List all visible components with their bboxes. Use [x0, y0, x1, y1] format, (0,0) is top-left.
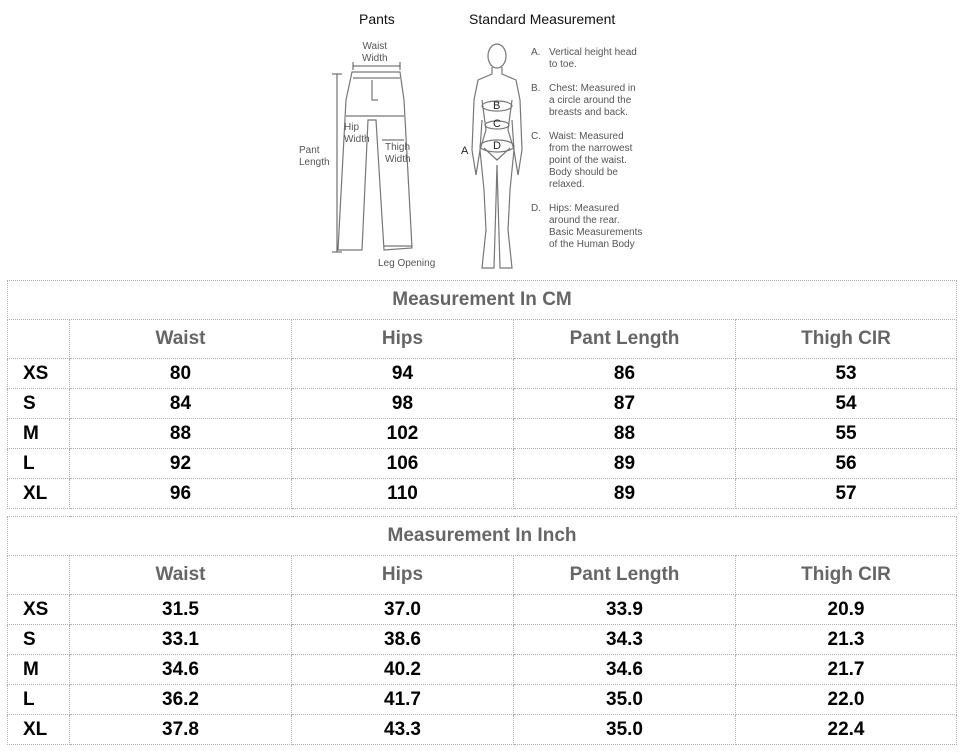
pants-title: Pants	[359, 11, 395, 27]
hips-cell: 38.6	[292, 625, 514, 655]
waist-cell: 31.5	[70, 595, 292, 625]
size-cell: S	[8, 625, 70, 655]
pant-length-label: Pant Length	[299, 145, 330, 168]
hips-cell: 40.2	[292, 655, 514, 685]
table-title: Measurement In CM	[8, 281, 957, 320]
waist-cell: 37.8	[70, 715, 292, 745]
size-cell: S	[8, 389, 70, 419]
pant-length-cell: 89	[514, 479, 736, 509]
note-a-key: A.	[531, 47, 541, 58]
table-row	[8, 359, 957, 389]
thigh-cir-cell: 53	[736, 359, 957, 389]
table-row	[8, 625, 957, 655]
table-header-row	[8, 556, 957, 595]
table-caption-row	[8, 281, 957, 320]
note-c-text: Waist: Measured from the narrowest point of the waist. Body should be relaxed.	[549, 131, 633, 190]
table-title: Measurement In Inch	[8, 517, 957, 556]
waist-cell: 36.2	[70, 685, 292, 715]
column-header-waist: Waist	[70, 320, 292, 359]
marker-b: B	[493, 100, 501, 112]
thigh-width-label: Thigh Width	[385, 142, 411, 165]
table-row	[8, 419, 957, 449]
hips-cell: 41.7	[292, 685, 514, 715]
thigh-cir-cell: 55	[736, 419, 957, 449]
table-row	[8, 449, 957, 479]
size-cell: XS	[8, 359, 70, 389]
waist-cell: 34.6	[70, 655, 292, 685]
note-a-text: Vertical height head to toe.	[549, 47, 637, 70]
pant-length-cell: 34.6	[514, 655, 736, 685]
pant-length-cell: 35.0	[514, 715, 736, 745]
pant-length-cell: 33.9	[514, 595, 736, 625]
waist-cell: 84	[70, 389, 292, 419]
thigh-cir-cell: 22.0	[736, 685, 957, 715]
hips-cell: 102	[292, 419, 514, 449]
table-row	[8, 655, 957, 685]
pant-length-cell: 35.0	[514, 685, 736, 715]
marker-d: D	[493, 140, 501, 152]
pant-length-cell: 88	[514, 419, 736, 449]
table-row	[8, 595, 957, 625]
column-header-hips: Hips	[292, 556, 514, 595]
hips-cell: 37.0	[292, 595, 514, 625]
size-table-cm	[7, 280, 957, 509]
table-row	[8, 685, 957, 715]
note-b-text: Chest: Measured in a circle around the breasts and back.	[549, 83, 636, 118]
table-row	[8, 715, 957, 745]
size-cell: XS	[8, 595, 70, 625]
table-caption-row	[8, 517, 957, 556]
thigh-cir-cell: 54	[736, 389, 957, 419]
pant-length-cell: 86	[514, 359, 736, 389]
hips-cell: 106	[292, 449, 514, 479]
hips-cell: 43.3	[292, 715, 514, 745]
thigh-cir-cell: 21.7	[736, 655, 957, 685]
waist-cell: 80	[70, 359, 292, 389]
thigh-cir-cell: 21.3	[736, 625, 957, 655]
waist-cell: 92	[70, 449, 292, 479]
illustration-drawing	[0, 0, 962, 280]
hips-cell: 94	[292, 359, 514, 389]
hips-cell: 110	[292, 479, 514, 509]
pant-length-cell: 87	[514, 389, 736, 419]
table-row	[8, 479, 957, 509]
standard-measurement-title: Standard Measurement	[469, 11, 616, 27]
column-header-thigh-cir: Thigh CIR	[736, 556, 957, 595]
column-header-size	[8, 556, 70, 595]
size-cell: XL	[8, 479, 70, 509]
measurement-illustration	[0, 0, 962, 280]
size-table-inch	[7, 516, 957, 745]
column-header-size	[8, 320, 70, 359]
size-cell: L	[8, 685, 70, 715]
size-cell: M	[8, 655, 70, 685]
marker-a: A	[461, 145, 469, 157]
note-c-key: C.	[531, 131, 541, 142]
note-d-text: Hips: Measured around the rear. Basic Measurements of the Human Body	[549, 203, 643, 250]
thigh-cir-cell: 57	[736, 479, 957, 509]
marker-c: C	[493, 118, 501, 130]
note-d-key: D.	[531, 203, 541, 214]
column-header-thigh-cir: Thigh CIR	[736, 320, 957, 359]
thigh-cir-cell: 56	[736, 449, 957, 479]
waist-cell: 88	[70, 419, 292, 449]
leg-opening-label: Leg Opening	[378, 258, 436, 269]
column-header-pant-length: Pant Length	[514, 556, 736, 595]
pant-length-cell: 34.3	[514, 625, 736, 655]
hip-width-label: Hip Width	[344, 122, 370, 145]
pant-length-cell: 89	[514, 449, 736, 479]
thigh-cir-cell: 20.9	[736, 595, 957, 625]
size-cell: M	[8, 419, 70, 449]
waist-cell: 33.1	[70, 625, 292, 655]
body-figure	[472, 44, 522, 268]
waist-width-label: Waist Width	[362, 41, 388, 64]
size-cell: XL	[8, 715, 70, 745]
table-row	[8, 389, 957, 419]
column-header-hips: Hips	[292, 320, 514, 359]
table-header-row	[8, 320, 957, 359]
waist-cell: 96	[70, 479, 292, 509]
hips-cell: 98	[292, 389, 514, 419]
note-b-key: B.	[531, 83, 541, 94]
size-cell: L	[8, 449, 70, 479]
thigh-cir-cell: 22.4	[736, 715, 957, 745]
column-header-pant-length: Pant Length	[514, 320, 736, 359]
column-header-waist: Waist	[70, 556, 292, 595]
